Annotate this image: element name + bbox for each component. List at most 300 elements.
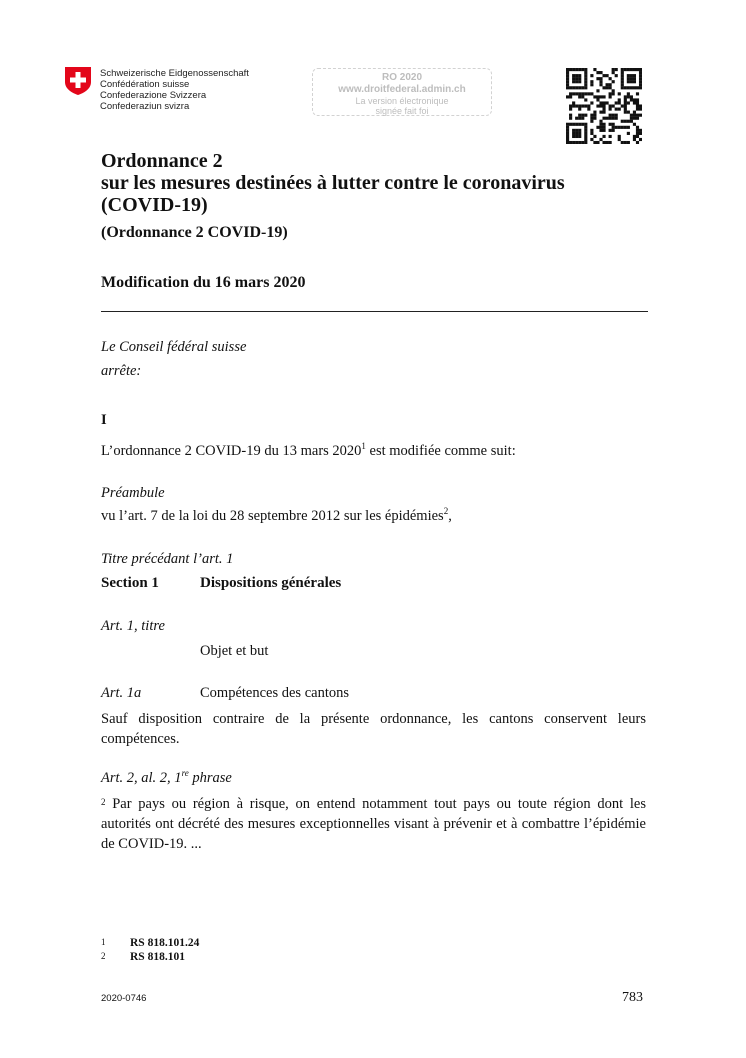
- qr-module: [615, 117, 618, 120]
- qr-module: [590, 92, 593, 95]
- qr-module: [636, 92, 639, 95]
- qr-module: [584, 126, 587, 129]
- intro-sentence: [101, 443, 516, 460]
- qr-module: [566, 141, 569, 144]
- qr-module: [612, 117, 615, 120]
- qr-module: [609, 86, 612, 89]
- qr-module: [569, 86, 572, 89]
- qr-module: [624, 108, 627, 111]
- qr-module: [578, 86, 581, 89]
- qr-module: [566, 95, 569, 98]
- qr-module: [621, 104, 624, 107]
- art2-body: Par pays ou région à risque, on entend notamment tout pays ou toute région dont les autorités ont décrété des mesures exceptionnelles visant à prévenir et à combattre l’épidémie de COVID-19. ...: [101, 796, 647, 852]
- qr-module: [578, 129, 581, 132]
- qr-module: [578, 141, 581, 144]
- qr-module: [593, 141, 596, 144]
- qr-module: [584, 138, 587, 141]
- section-label: Section 1: [101, 575, 159, 591]
- qr-module: [627, 74, 630, 77]
- qr-module: [572, 132, 575, 135]
- qr-module: [575, 68, 578, 71]
- qr-module: [584, 77, 587, 80]
- qr-module: [609, 117, 612, 120]
- swiss-coat-of-arms-icon: [64, 66, 92, 96]
- qr-module: [566, 123, 569, 126]
- qr-module: [581, 86, 584, 89]
- preambule-heading: Préambule: [101, 485, 165, 501]
- qr-module: [627, 101, 630, 104]
- footnote-ref[interactable]: 2: [443, 506, 449, 516]
- qr-module: [602, 111, 605, 114]
- qr-module: [612, 68, 615, 71]
- qr-module: [599, 80, 602, 83]
- qr-module: [581, 141, 584, 144]
- qr-module: [584, 129, 587, 132]
- qr-module: [566, 129, 569, 132]
- qr-module: [636, 132, 639, 135]
- qr-module: [596, 71, 599, 74]
- qr-module: [621, 126, 624, 129]
- short-title: (Ordonnance 2 COVID-19): [101, 224, 288, 241]
- footnote-text: RS 818.101: [130, 951, 185, 963]
- qr-module: [609, 77, 612, 80]
- qr-module: [578, 80, 581, 83]
- qr-module: [590, 138, 593, 141]
- qr-module: [575, 104, 578, 107]
- qr-module: [587, 108, 590, 111]
- qr-module: [618, 135, 621, 138]
- qr-module: [636, 86, 639, 89]
- qr-module: [624, 141, 627, 144]
- preambule-body-after: ,: [448, 508, 452, 524]
- qr-module: [572, 86, 575, 89]
- qr-module: [569, 141, 572, 144]
- qr-module: [624, 98, 627, 101]
- qr-module: [606, 83, 609, 86]
- art2-heading-post: phrase: [188, 770, 232, 786]
- confederation-line: Schweizerische Eidgenossenschaft: [100, 68, 249, 79]
- qr-module: [596, 104, 599, 107]
- qr-module: [602, 108, 605, 111]
- qr-module: [590, 101, 593, 104]
- qr-module: [615, 114, 618, 117]
- qr-module: [569, 68, 572, 71]
- qr-module: [627, 141, 630, 144]
- intro-text: L’ordonnance 2 COVID-19 du 13 mars 2020: [101, 443, 362, 459]
- qr-module: [636, 101, 639, 104]
- qr-module: [627, 92, 630, 95]
- title-line-1: Ordonnance 2: [101, 150, 223, 172]
- qr-module: [581, 92, 584, 95]
- qr-module: [575, 77, 578, 80]
- qr-module: [630, 86, 633, 89]
- qr-module: [606, 86, 609, 89]
- qr-module: [569, 123, 572, 126]
- qr-module: [621, 141, 624, 144]
- qr-module: [572, 135, 575, 138]
- qr-module: [584, 68, 587, 71]
- qr-module: [630, 77, 633, 80]
- qr-module: [590, 80, 593, 83]
- qr-module: [578, 92, 581, 95]
- art1-title: Objet et but: [200, 643, 269, 659]
- qr-module: [596, 95, 599, 98]
- qr-module: [578, 123, 581, 126]
- art1-heading: Art. 1, titre: [101, 618, 165, 634]
- qr-module: [581, 123, 584, 126]
- qr-module: [630, 98, 633, 101]
- qr-module: [584, 92, 587, 95]
- qr-module: [569, 95, 572, 98]
- document-code: 2020-0746: [101, 993, 147, 1004]
- qr-module: [584, 132, 587, 135]
- stamp-ro: RO 2020: [381, 72, 423, 83]
- qr-module: [602, 101, 605, 104]
- qr-module: [572, 129, 575, 132]
- qr-module: [636, 126, 639, 129]
- qr-module: [590, 74, 593, 77]
- qr-module: [584, 141, 587, 144]
- qr-code-icon: [566, 68, 642, 144]
- qr-module: [630, 95, 633, 98]
- art1a-label: Art. 1a: [101, 685, 142, 701]
- qr-module: [639, 71, 642, 74]
- qr-module: [572, 74, 575, 77]
- qr-module: [624, 68, 627, 71]
- qr-module: [602, 126, 605, 129]
- qr-module: [633, 74, 636, 77]
- footnote-ref[interactable]: 1: [361, 441, 366, 451]
- qr-module: [590, 83, 593, 86]
- title-line-3: (COVID-19): [101, 194, 208, 216]
- qr-module: [599, 77, 602, 80]
- stamp-note-1: La version électronique: [355, 96, 449, 106]
- qr-module: [609, 123, 612, 126]
- qr-module: [575, 135, 578, 138]
- qr-module: [606, 74, 609, 77]
- qr-module: [578, 95, 581, 98]
- qr-module: [599, 138, 602, 141]
- qr-module: [633, 138, 636, 141]
- qr-module: [630, 74, 633, 77]
- qr-module: [593, 111, 596, 114]
- qr-module: [633, 86, 636, 89]
- qr-module: [572, 141, 575, 144]
- qr-module: [569, 104, 572, 107]
- qr-module: [602, 95, 605, 98]
- qr-module: [627, 111, 630, 114]
- qr-module: [609, 92, 612, 95]
- qr-module: [575, 80, 578, 83]
- qr-module: [569, 117, 572, 120]
- qr-module: [639, 129, 642, 132]
- qr-module: [578, 77, 581, 80]
- decree-verb: arrête:: [101, 363, 142, 379]
- qr-module: [587, 92, 590, 95]
- qr-module: [572, 68, 575, 71]
- preambule-text: [101, 508, 452, 525]
- qr-module: [569, 108, 572, 111]
- title-before-art-heading: Titre précédant l’art. 1: [101, 551, 234, 567]
- qr-module: [621, 71, 624, 74]
- qr-module: [630, 117, 633, 120]
- art2-text: [101, 794, 646, 854]
- qr-module: [639, 132, 642, 135]
- section-title: Dispositions générales: [200, 575, 342, 591]
- qr-module: [572, 77, 575, 80]
- qr-module: [621, 86, 624, 89]
- footnote-text: RS 818.101.24: [130, 937, 200, 949]
- qr-module: [584, 71, 587, 74]
- qr-module: [566, 126, 569, 129]
- qr-module: [630, 120, 633, 123]
- qr-module: [624, 86, 627, 89]
- qr-module: [587, 104, 590, 107]
- qr-module: [621, 77, 624, 80]
- qr-module: [584, 104, 587, 107]
- qr-module: [618, 101, 621, 104]
- qr-module: [572, 80, 575, 83]
- qr-module: [639, 80, 642, 83]
- art2-heading: [101, 770, 232, 787]
- qr-module: [627, 80, 630, 83]
- qr-module: [602, 104, 605, 107]
- qr-module: [590, 117, 593, 120]
- qr-module: [624, 104, 627, 107]
- qr-module: [593, 68, 596, 71]
- qr-module: [599, 129, 602, 132]
- qr-module: [618, 126, 621, 129]
- paragraph-number: 2: [101, 797, 106, 807]
- qr-module: [633, 77, 636, 80]
- qr-module: [615, 108, 618, 111]
- qr-module: [593, 117, 596, 120]
- qr-module: [599, 101, 602, 104]
- qr-module: [599, 120, 602, 123]
- qr-module: [612, 92, 615, 95]
- qr-module: [578, 132, 581, 135]
- qr-module: [575, 86, 578, 89]
- qr-module: [578, 135, 581, 138]
- qr-module: [615, 74, 618, 77]
- qr-module: [569, 92, 572, 95]
- qr-module: [639, 68, 642, 71]
- qr-module: [578, 117, 581, 120]
- title-line-2: sur les mesures destinées à lutter contre le coronavirus: [101, 172, 565, 194]
- qr-module: [599, 83, 602, 86]
- qr-module: [578, 68, 581, 71]
- qr-module: [566, 135, 569, 138]
- divider: [101, 311, 648, 312]
- qr-module: [624, 126, 627, 129]
- qr-module: [606, 101, 609, 104]
- qr-module: [639, 104, 642, 107]
- stamp-url[interactable]: www.droitfederal.admin.ch: [338, 84, 466, 95]
- qr-module: [609, 104, 612, 107]
- qr-module: [636, 129, 639, 132]
- qr-module: [618, 138, 621, 141]
- qr-module: [612, 80, 615, 83]
- qr-module: [639, 77, 642, 80]
- qr-module: [627, 132, 630, 135]
- qr-module: [612, 123, 615, 126]
- qr-module: [606, 117, 609, 120]
- qr-module: [581, 95, 584, 98]
- qr-module: [596, 141, 599, 144]
- art1a-text: Sauf disposition contraire de la présente ordonnance, les cantons conservent leurs compétences.: [101, 711, 646, 747]
- qr-module: [599, 111, 602, 114]
- qr-module: [615, 68, 618, 71]
- art2-heading-sup: re: [181, 768, 189, 778]
- qr-module: [596, 77, 599, 80]
- qr-module: [621, 80, 624, 83]
- qr-module: [606, 141, 609, 144]
- qr-module: [621, 74, 624, 77]
- qr-module: [581, 104, 584, 107]
- qr-module: [566, 132, 569, 135]
- qr-module: [602, 117, 605, 120]
- qr-module: [627, 86, 630, 89]
- art2-heading-pre: Art. 2, al. 2, 1: [101, 770, 182, 786]
- footnote-number: 1: [101, 937, 106, 947]
- qr-module: [612, 104, 615, 107]
- qr-module: [621, 83, 624, 86]
- qr-module: [602, 129, 605, 132]
- confederation-names: [100, 68, 249, 112]
- qr-module: [596, 89, 599, 92]
- qr-module: [590, 120, 593, 123]
- qr-module: [609, 141, 612, 144]
- qr-module: [612, 114, 615, 117]
- official-publication-stamp: [312, 68, 492, 116]
- qr-module: [584, 86, 587, 89]
- qr-module: [572, 123, 575, 126]
- qr-module: [599, 71, 602, 74]
- qr-module: [615, 126, 618, 129]
- qr-module: [566, 68, 569, 71]
- qr-module: [575, 117, 578, 120]
- qr-module: [575, 132, 578, 135]
- qr-module: [590, 132, 593, 135]
- qr-module: [615, 101, 618, 104]
- qr-module: [578, 108, 581, 111]
- qr-module: [596, 98, 599, 101]
- qr-module: [636, 68, 639, 71]
- qr-module: [584, 74, 587, 77]
- qr-module: [584, 80, 587, 83]
- confederation-line: Confederazione Svizzera: [100, 90, 207, 101]
- qr-module: [581, 114, 584, 117]
- qr-module: [575, 129, 578, 132]
- qr-module: [630, 80, 633, 83]
- qr-module: [578, 74, 581, 77]
- qr-module: [639, 83, 642, 86]
- qr-module: [566, 74, 569, 77]
- qr-module: [633, 111, 636, 114]
- intro-text-after: est modifiée comme suit:: [365, 443, 516, 459]
- qr-module: [602, 74, 605, 77]
- qr-module: [602, 86, 605, 89]
- stamp-note-2: signée fait foi: [375, 106, 429, 116]
- qr-module: [569, 114, 572, 117]
- qr-module: [593, 135, 596, 138]
- qr-module: [609, 108, 612, 111]
- qr-module: [578, 114, 581, 117]
- modification-date: Modification du 16 mars 2020: [101, 274, 306, 291]
- qr-module: [609, 114, 612, 117]
- qr-module: [624, 111, 627, 114]
- qr-module: [599, 104, 602, 107]
- qr-module: [633, 98, 636, 101]
- qr-module: [627, 120, 630, 123]
- qr-module: [596, 126, 599, 129]
- qr-module: [633, 80, 636, 83]
- qr-module: [599, 126, 602, 129]
- qr-module: [612, 71, 615, 74]
- qr-module: [618, 92, 621, 95]
- qr-module: [627, 68, 630, 71]
- qr-module: [636, 98, 639, 101]
- qr-module: [566, 71, 569, 74]
- qr-module: [609, 129, 612, 132]
- qr-module: [633, 135, 636, 138]
- qr-module: [630, 114, 633, 117]
- qr-module: [575, 74, 578, 77]
- qr-module: [624, 101, 627, 104]
- qr-module: [624, 120, 627, 123]
- qr-module: [639, 138, 642, 141]
- qr-module: [639, 86, 642, 89]
- qr-module: [590, 114, 593, 117]
- confederation-line: Confederaziun svizra: [100, 101, 190, 112]
- qr-module: [633, 123, 636, 126]
- qr-module: [609, 83, 612, 86]
- qr-module: [621, 68, 624, 71]
- qr-module: [602, 141, 605, 144]
- qr-module: [612, 129, 615, 132]
- qr-module: [633, 68, 636, 71]
- qr-module: [599, 123, 602, 126]
- qr-module: [627, 126, 630, 129]
- qr-module: [566, 80, 569, 83]
- qr-module: [584, 98, 587, 101]
- qr-module: [636, 135, 639, 138]
- page-number: 783: [622, 990, 643, 1005]
- qr-module: [593, 114, 596, 117]
- qr-module: [612, 126, 615, 129]
- qr-module: [630, 68, 633, 71]
- qr-module: [639, 108, 642, 111]
- qr-module: [618, 98, 621, 101]
- qr-module: [590, 129, 593, 132]
- qr-module: [599, 95, 602, 98]
- confederation-line: Confédération suisse: [100, 79, 190, 90]
- qr-module: [566, 138, 569, 141]
- qr-module: [584, 123, 587, 126]
- qr-module: [636, 141, 639, 144]
- qr-module: [609, 135, 612, 138]
- footnote-number: 2: [101, 951, 106, 961]
- qr-module: [627, 95, 630, 98]
- authority: Le Conseil fédéral suisse: [101, 339, 247, 355]
- qr-module: [612, 89, 615, 92]
- qr-module: [584, 135, 587, 138]
- preambule-body: vu l’art. 7 de la loi du 28 septembre 2012 sur les épidémies: [101, 508, 444, 524]
- qr-module: [618, 108, 621, 111]
- qr-module: [602, 123, 605, 126]
- qr-module: [572, 92, 575, 95]
- qr-module: [581, 117, 584, 120]
